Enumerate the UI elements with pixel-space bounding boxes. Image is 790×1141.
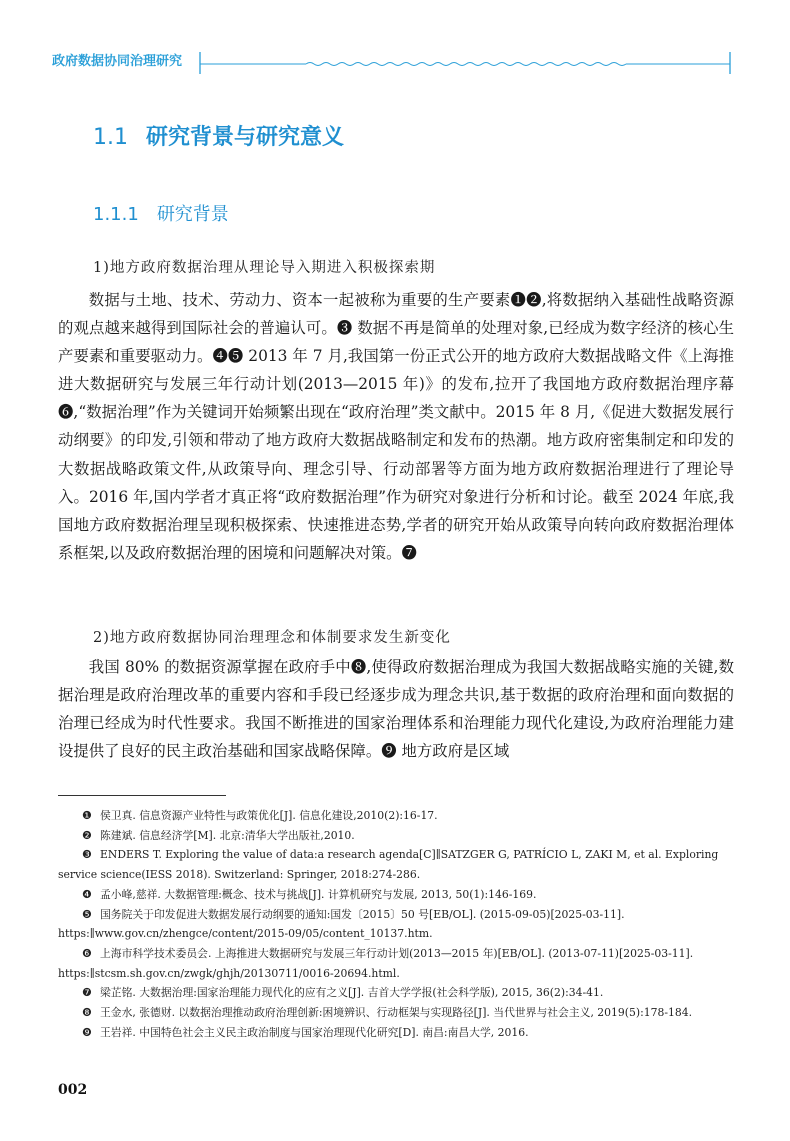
- section-title: 研究背景与研究意义: [146, 125, 345, 150]
- footnote-mark: ❶: [82, 809, 92, 822]
- footnote-text: 孟小峰,慈祥. 大数据管理:概念、技术与挑战[J]. 计算机研究与发展, 2013, 50(1):146-169.: [100, 887, 537, 901]
- sub-heading-1: 1)地方政府数据治理从理论导入期进入积极探索期: [93, 260, 436, 276]
- footnote: [58, 845, 734, 884]
- footnote-text: 国务院关于印发促进大数据发展行动纲要的通知:国发〔2015〕50 号[EB/OL]. (2015-09-05)[2025-03-11]. https:∥www.gov.cn/zhengce/content/2015-09/05/content_10137.htm.: [58, 907, 625, 941]
- page-number: 002: [58, 1082, 88, 1098]
- page-header: [0, 42, 790, 82]
- footnote: [58, 905, 734, 944]
- paragraph-2: 我国 80% 的数据资源掌握在政府手中❽,使得政府数据治理成为我国大数据战略实施的关键,数据治理是政府治理改革的重要内容和手段已经逐步成为理念共识,基于数据的政府治理和面向数据的治理已经成为时代性要求。我国不断推进的国家治理体系和治理能力现代化建设,为政府治理能力建设提供了良好的民主政治基础和国家战略保障。❾ 地方政府是区域: [58, 658, 734, 761]
- header-wave-rule: [196, 42, 736, 82]
- footnote-text: 梁芷铭. 大数据治理:国家治理能力现代化的应有之义[J]. 吉首大学学报(社会科学版), 2015, 36(2):34-41.: [100, 986, 604, 1000]
- footnote: [58, 1023, 734, 1043]
- footnote-text: 陈建斌. 信息经济学[M]. 北京:清华大学出版社,2010.: [100, 828, 355, 842]
- footnote: [58, 826, 734, 846]
- footnote: [58, 806, 734, 826]
- sub-heading-2: 2)地方政府数据协同治理理念和体制要求发生新变化: [93, 630, 451, 646]
- footnote: [58, 983, 734, 1003]
- footnote-mark: ❷: [82, 828, 92, 842]
- footnote: [58, 944, 734, 983]
- footnote-text: 王岩祥. 中国特色社会主义民主政治制度与国家治理现代化研究[D]. 南昌:南昌大学, 2016.: [100, 1025, 529, 1039]
- subsection-title: 研究背景: [156, 204, 229, 225]
- subsection-heading: [93, 200, 229, 226]
- paragraph-1: 数据与土地、技术、劳动力、资本一起被称为重要的生产要素❶❷,将数据纳入基础性战略资源的观点越来越得到国际社会的普遍认可。❸ 数据不再是简单的处理对象,已经成为数字经济的核心生产要素和重要驱动力。❹❺ 2013 年 7 月,我国第一份正式公开的地方政府大数据战略文件《上海推进大数据研究与发展三年行动计划(2013—2015 年)》的发布,拉开了我国地方政府数据治理序幕❻,“数据治理”作为关键词开始频繁出现在“政府治理”类文献中。2015 年 8 月,《促进大数据发展行动纲要》的印发,引领和带动了地方政府大数据战略制定和发布的热潮。地方政府密集制定和印发的大数据战略政策文件,从政策导向、理念引导、行动部署等方面为地方政府数据治理进行了理论导入。2016 年,国内学者才真正将“政府数据治理”作为研究对象进行分析和讨论。截至 2024 年底,我国地方政府数据治理呈现积极探索、快速推进态势,学者的研究开始从政策导向转向政府数据治理体系框架,以及政府数据治理的困境和问题解决对策。❼: [58, 291, 734, 562]
- footnote-mark: ❼: [82, 986, 92, 1000]
- footnote-divider: [58, 795, 226, 796]
- footnote-text: 王金水, 张德财. 以数据治理推动政府治理创新:困境辨识、行动框架与实现路径[J]. 当代世界与社会主义, 2019(5):178-184.: [100, 1006, 693, 1020]
- footnotes: [58, 806, 734, 1042]
- footnote-mark: ❺: [82, 907, 92, 921]
- footnote-text: ENDERS T. Exploring the value of data:a research agenda[C]∥SATZGER G, PATRÍCIO L, ZAKI M, et al. Exploring service science(IESS 2018). Switzerland: Springer, 2018:274-286.: [58, 848, 719, 882]
- footnote: [58, 885, 734, 905]
- footnote-text: 上海市科学技术委员会. 上海推进大数据研究与发展三年行动计划(2013—2015 年)[EB/OL]. (2013-07-11)[2025-03-11]. https:∥stcsm.sh.gov.cn/zwgk/ghjh/20130711/0016-20694.html.: [58, 946, 694, 980]
- footnote-text: 侯卫真. 信息资源产业特性与政策优化[J]. 信息化建设,2010(2):16-17.: [100, 809, 438, 822]
- footnote-mark: ❹: [82, 887, 92, 901]
- footnote-mark: ❻: [82, 946, 92, 960]
- subsection-number: 1.1.1: [93, 204, 139, 225]
- footnote-mark: ❸: [82, 848, 92, 862]
- footnote: [58, 1003, 734, 1023]
- section-heading: [93, 120, 344, 151]
- footnote-mark: ❽: [82, 1006, 92, 1020]
- footnote-mark: ❾: [82, 1025, 92, 1039]
- running-title: 政府数据协同治理研究: [52, 54, 183, 69]
- section-number: 1.1: [93, 125, 128, 150]
